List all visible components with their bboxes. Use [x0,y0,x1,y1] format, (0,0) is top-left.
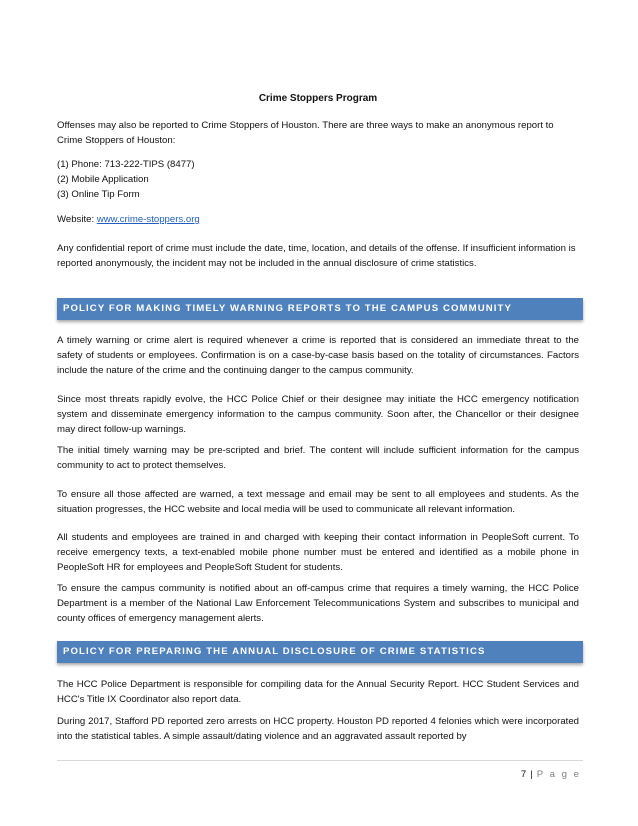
website-link[interactable]: www.crime-stoppers.org [96,214,200,225]
timely-warning-paragraph-1: A timely warning or crime alert is required whenever a crime is reported that is considered an immediate threat to the safety of students or employees. Confirmation is on a case-by-case basis based on the totality of circumstances. Factors include the nature of the crime and the continuing danger to the campus community. [57,335,579,376]
footer-separator: | [530,769,533,780]
section-title-crime-stoppers: Crime Stoppers Program [258,93,378,104]
report-option-phone: (1) Phone: 713-222-TIPS (8477) [57,159,195,170]
confidential-report-text: Any confidential report of crime must include the date, time, location, and details of the offense. If insufficient information is reported anonymously, the incident may not be included in the annual disclosure of crime statistics. [57,243,576,269]
timely-warning-paragraph-6: To ensure the campus community is notified about an off-campus crime that requires a timely warning, the HCC Police Department is a member of the National Law Enforcement Telecommunications System and subscribes to municipal and county offices of emergency management alerts. [57,583,579,624]
report-option-mobile: (2) Mobile Application [57,174,149,185]
crime-stoppers-intro: Offenses may also be reported to Crime Stoppers of Houston. There are three ways to make an anonymous report to Crime Stoppers of Houston: [57,120,554,146]
section-banner-annual-disclosure: POLICY FOR PREPARING THE ANNUAL DISCLOSURE OF CRIME STATISTICS [57,641,583,663]
website-label: Website: [57,214,97,225]
timely-warning-paragraph-4: To ensure all those affected are warned, a text message and email may be sent to all employees and students. As the situation progresses, the HCC website and local media will be used to communicate all relevant information. [57,489,579,515]
footer-divider [57,760,583,761]
timely-warning-paragraph-5: All students and employees are trained in and charged with keeping their contact information in PeopleSoft current. To receive emergency texts, a text-enabled mobile phone number must be entered and identified as a mobile phone in PeopleSoft HR for employees and PeopleSoft Student for students. [57,532,579,573]
annual-disclosure-paragraph-1: The HCC Police Department is responsible for compiling data for the Annual Security Report. HCC Student Services and HCC's Title IX Coordinator also report data. [57,679,579,705]
report-option-online: (3) Online Tip Form [57,189,140,200]
page-label: P a g e [536,769,581,780]
timely-warning-paragraph-2: Since most threats rapidly evolve, the HCC Police Chief or their designee may initiate the HCC emergency notification system and disseminate emergency information to the campus community. Soon after, the Chancellor or their designee may direct follow-up warnings. [57,394,579,435]
website-line [57,212,579,227]
annual-disclosure-paragraph-2: During 2017, Stafford PD reported zero arrests on HCC property. Houston PD reported 4 felonies which were incorporated into the statistical tables. A simple assault/dating violence and an aggravated assault reported by [57,716,579,742]
section-banner-timely-warning: POLICY FOR MAKING TIMELY WARNING REPORTS TO THE CAMPUS COMMUNITY [57,298,583,320]
timely-warning-paragraph-3: The initial timely warning may be pre-scripted and brief. The content will include sufficient information for the campus community to act to protect themselves. [57,445,579,471]
page-number: 7 [520,769,527,780]
page-footer [521,769,581,780]
